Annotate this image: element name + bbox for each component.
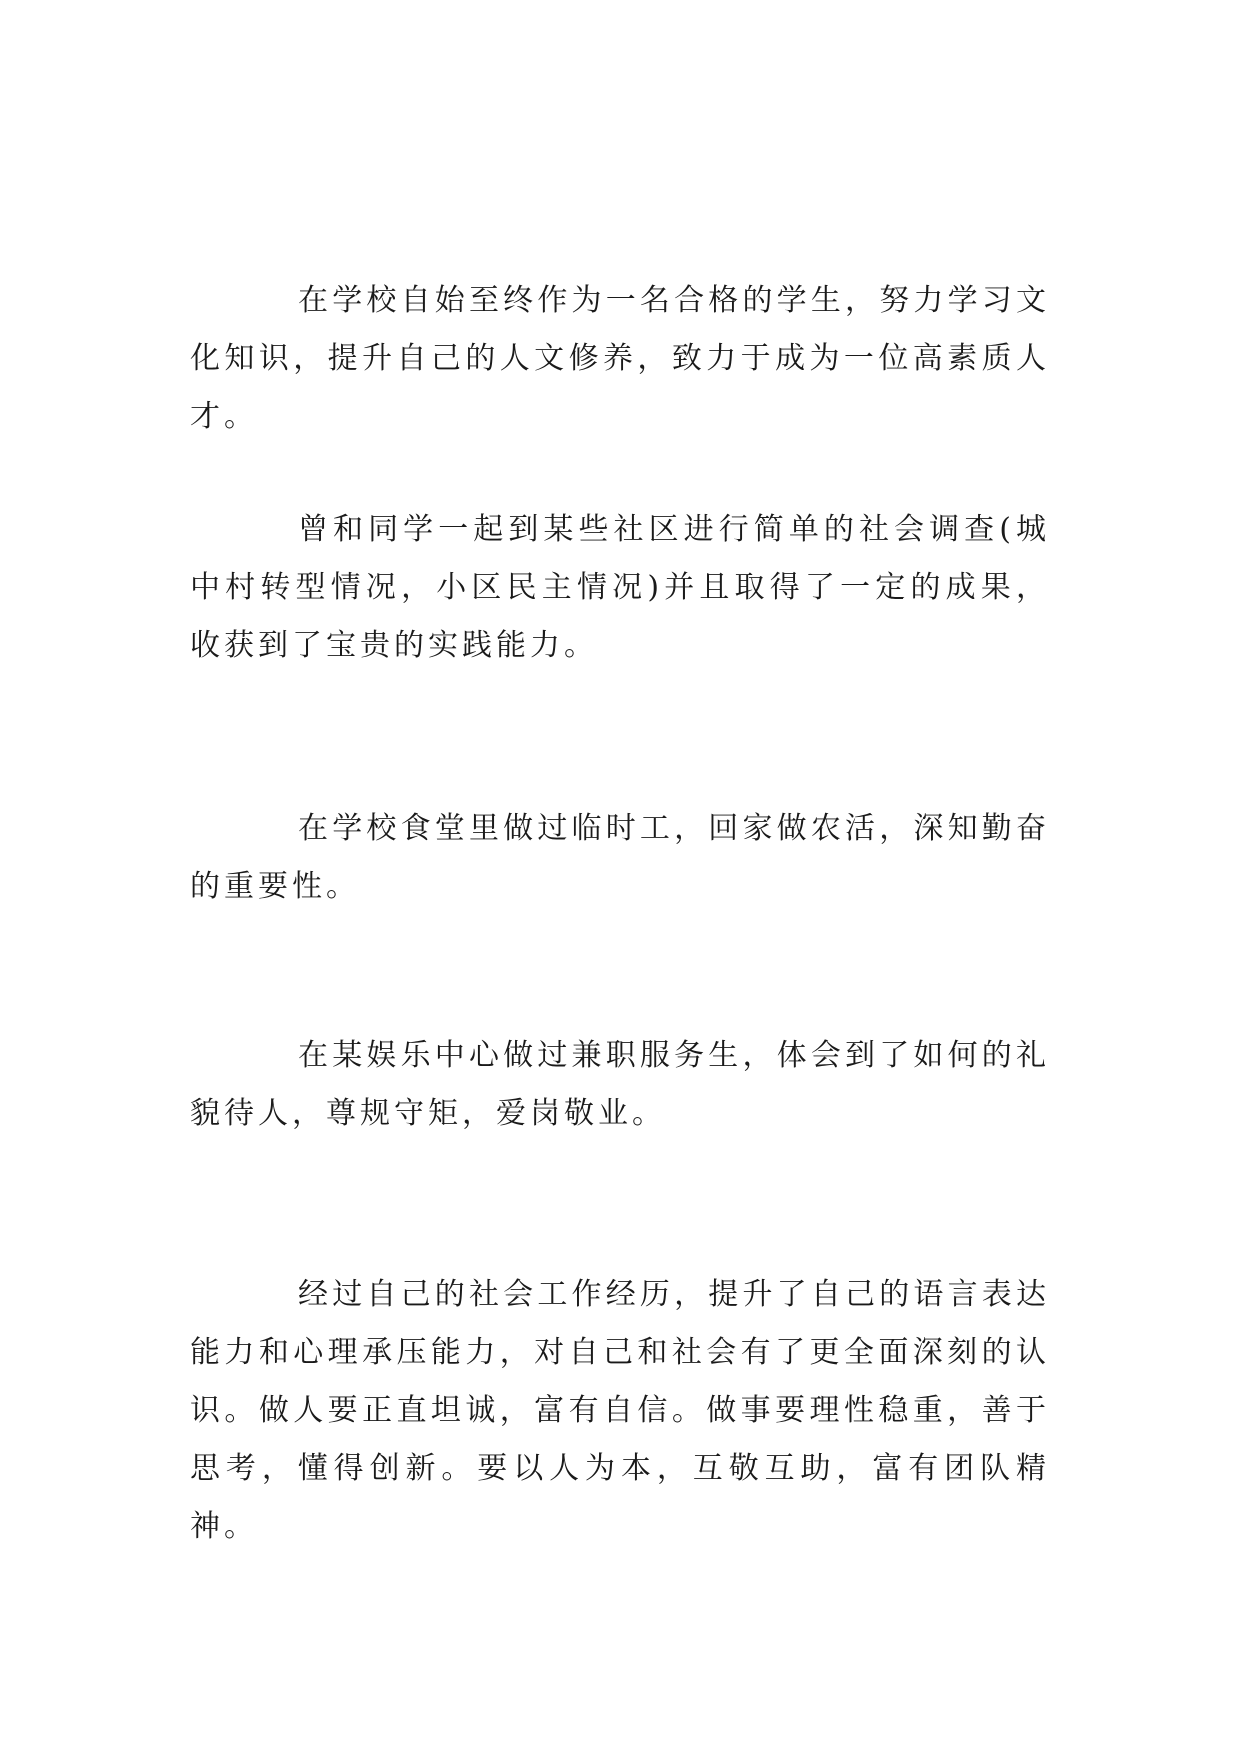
paragraph-summary: 经过自己的社会工作经历，提升了自己的语言表达能力和心理承压能力，对自己和社会有了更全面深刻的认识。做人要正直坦诚，富有自信。做事要理性稳重，善于思考，懂得创新。要以人为本，互敬互助，富有团队精神。: [190, 1277, 1050, 1544]
paragraph-part-time-waiter: 在某娱乐中心做过兼职服务生，体会到了如何的礼貌待人，尊规守矩，爱岗敬业。: [190, 1038, 1050, 1131]
paragraph-canteen-work: 在学校食堂里做过临时工，回家做农活，深知勤奋的重要性。: [190, 811, 1050, 904]
paragraph-social-survey: 曾和同学一起到某些社区进行简单的社会调查(城中村转型情况，小区民主情况)并且取得了一定的成果，收获到了宝贵的实践能力。: [190, 512, 1050, 663]
paragraph-school-study: 在学校自始至终作为一名合格的学生，努力学习文化知识，提升自己的人文修养，致力于成为一位高素质人才。: [190, 283, 1050, 434]
